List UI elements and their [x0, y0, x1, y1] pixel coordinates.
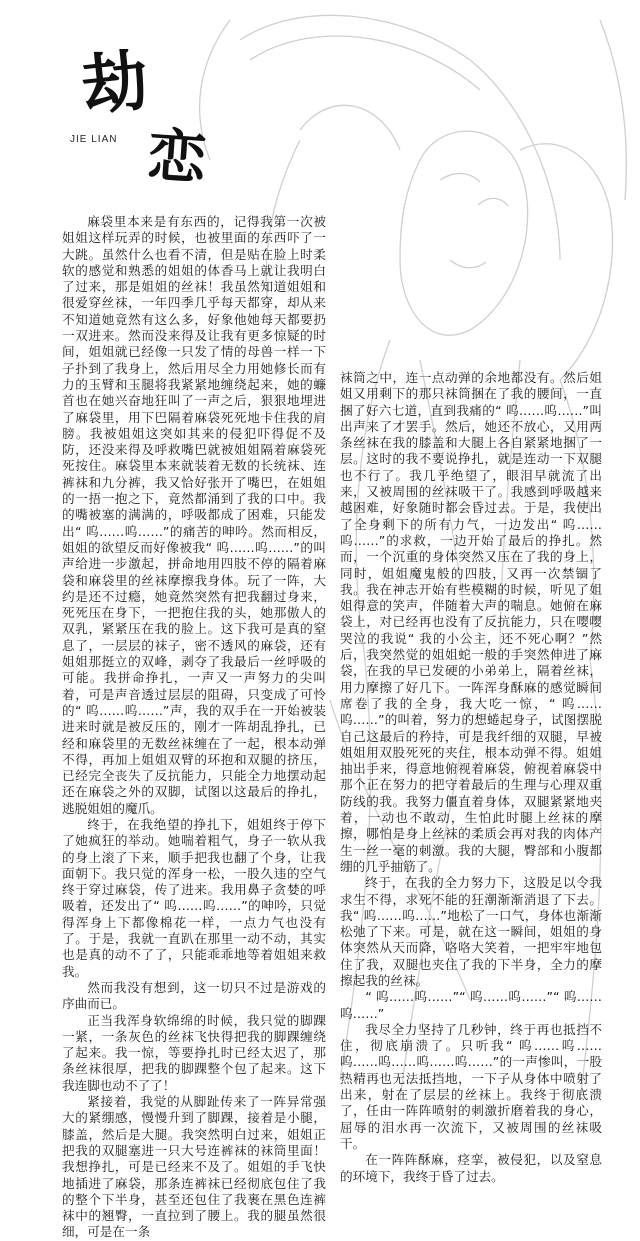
story-text-left-column: [62, 214, 326, 1241]
paragraph: 我尽全力坚持了几秒钟，终于再也抵挡不住，彻底崩溃了。只听我“ 呜……呜……呜……呜……呜……呜……”的一声惨叫，一股热精再也无法抵挡地，一下子从身体中喷射了出来，射在了层层的丝袜上。我终于彻底溃了，任由一阵阵喷射的刺激折磨着我的身心，屈辱的泪水再一次流下，又被周围的丝袜吸干。: [340, 1021, 602, 1151]
title-logo-char-jie: 劫: [78, 40, 152, 126]
paragraph: 在一阵阵酥麻，痉挛，被侵犯，以及窒息的环境下，我终于昏了过去。: [340, 1152, 602, 1184]
paragraph: 袜筒之中，连一点动弹的余地都没有。然后姐姐又用剩下的那只袜筒捆在了我的腰间，一直捆了好六七道，直到我痛的“ 呜……呜……”叫出声来了才罢手。然后，她还不放心，又用两条丝袜在我的膝盖和大腿上各自紧紧地捆了一层。这时的我不要说挣扎，就是连动一下双腿也不行了。我几乎绝望了，眼泪早就流了出来，又被周围的丝袜吸干了。我感到呼吸越来越困难，好象随时都会昏过去。于是，我使出了全身剩下的所有力气，一边发出“ 呜……呜……”的求救，一边开始了最后的挣扎。然而，一个沉重的身体突然又压在了我的身上，同时，姐姐魔鬼般的四肢，又再一次禁锢了我。我在神志开始有些模糊的时候，听见了姐姐得意的笑声，伴随着大声的喘息。她俯在麻袋上，对已经再也没有了反抗能力，只在嘤嘤哭泣的我说“ 我的小公主，还不死心啊？”然后，我突然觉的姐姐蛇一般的手突然伸进了麻袋，在我的早已发硬的小弟弟上，隔着丝袜，用力摩擦了好几下。一阵浑身酥麻的感觉瞬间席卷了我的全身，我大吃一惊，“ 呜……呜……”的叫着，努力的想蜷起身子，试图摆脱自己这最后的矜持，可是我纤细的双腿，早被姐姐用双股死死的夹住，根本动弹不得。姐姐抽出手来，得意地俯视着麻袋，俯视着麻袋中那个正在努力的把守着最后的生理与心理双重防线的我。我努力僵直着身体，双腿紧紧地夹着，一动也不敢动，生怕此时腿上丝袜的摩擦，哪怕是身上丝袜的柔质会再对我的肉体产生一丝一毫的刺激。我的大腿，臀部和小腹都绷的几乎抽筋了。: [340, 370, 602, 874]
paragraph: 终于，在我绝望的挣扎下，姐姐终于停下了她疯狂的举动。她喘着粗气，身子一软从我的身上滚了下来，顺手把我也翻了个身，让我面朝下。我只觉的浑身一松，一股久违的空气终于穿过麻袋，传了进来。我用鼻子贪婪的呼吸着，还发出了“ 呜……呜……”的呻吟，只觉得浑身上下都像棉花一样，一点力气也没有了。于是，我就一直趴在那里一动不动，其实也是真的动不了了，只能乖乖地等着姐姐来救我。: [62, 816, 326, 979]
story-text-right-column: [340, 370, 602, 1185]
paragraph: 紧接着，我觉的从脚趾传来了一阵异常强大的紧绷感，慢慢升到了脚踝，接着是小腿，膝盖，然后是大腿。我突然明白过来，姐姐正把我的双腿塞进一只大号连裤袜的袜筒里面！我想挣扎，可是已经来不及了。姐姐的手飞快地插进了麻袋，那条连裤袜已经彻底包住了我的整个下半身，甚至还包住了我裹在黑色连裤袜中的翘臀，一直拉到了腰上。我的腿虽然很细，可是在一条: [62, 1094, 326, 1240]
title-logo: [60, 40, 220, 200]
paragraph: 正当我浑身软绵绵的时候，我只觉的脚踝一紧，一条灰色的丝袜飞快得把我的脚踝缠绕了起来。我一惊，等要挣扎时已经太迟了，那条丝袜很厚，把我的脚踝整个包了起来。这下我连脚也动不了了！: [62, 1012, 326, 1093]
paragraph: 然而我没有想到，这一切只不过是游戏的序曲而已。: [62, 979, 326, 1012]
paragraph: “ 呜……呜……”“ 呜……呜……”“ 呜……呜……”: [340, 989, 602, 1021]
paragraph: 麻袋里本来是有东西的，记得我第一次被姐姐这样玩弄的时候，也被里面的东西吓了一大跳。虽然什么也看不清，但是贴在脸上时柔软的感觉和熟悉的姐姐的体香马上就让我明白了过来，那是姐姐的丝袜！我虽然知道姐姐和很爱穿丝袜，一年四季几乎每天都穿，却从来不知道她竟然有这么多，好象他她每天都要扔一双进来。然而没来得及让我有更多惊疑的时间，姐姐就已经像一只发了情的母兽一样一下子扑到了我身上，然后用尽全力用她修长而有力的玉臂和玉腿将我紧紧地缠绕起来，她的蠊首也在她兴奋地狂叫了一声之后，狠狠地埋进了麻袋里，用下巴隔着麻袋死死地卡住我的肩膀。我被姐姐这突如其来的侵犯吓得促不及防，还没来得及呼救嘴巴就被姐姐隔着麻袋死死按住。麻袋里本来就装着无数的长统袜、连裤袜和九分裤，我又恰好张开了嘴巴，在姐姐的一捂一抱之下，竟然都涌到了我的口中。我的嘴被塞的满满的，呼吸都成了困难，只能发出“ 呜……呜……”的痛苦的呻吟。然而相反，姐姐的欲望反而好像被我“ 呜……呜……”的叫声给进一步激起，拼命地用四肢不停的隔着麻袋和麻袋里的丝袜摩擦我身体。玩了一阵，大约是还不过瘾，她竟然突然有把我翻过身来，死死压在身下，一把抱住我的头，她那傲人的双乳，紧紧压在我的脸上。这下我可是真的窒息了，一层层的袜子，密不透风的麻袋，还有姐姐那挺立的双峰，剥夺了我最后一丝呼吸的可能。我拼命挣扎，一声又一声努力的尖叫着，可是声音透过层层的阻碍，只变成了可怜的“ 呜……呜……”声，我的双手在一开始被装进来时就是被反压的，刚才一阵胡乱挣扎，已经和麻袋里的无数丝袜缠在了一起，根本动弹不得，再加上姐姐双臂的环抱和双腿的挤压，已经完全丧失了反抗能力，只能全力地摆动起还在麻袋之外的双脚，试图以这最后的挣扎，逃脱姐姐的魔爪。: [62, 214, 326, 816]
paragraph: 终于，在我的全力努力下，这股足以令我求生不得，求死不能的狂潮渐渐消退了下去。我“ 呜……呜……”地松了一口气，身体也渐渐松弛了下来。可是，就在这一瞬间，姐姐的身体突然从天而降，咯咯大笑着，一把牢牢地包住了我，双腿也夹住了我的下半身，全力的摩擦起我的丝袜。: [340, 875, 602, 988]
title-logo-char-lian: 恋: [145, 121, 209, 193]
title-logo-pinyin: JIE LIAN: [70, 134, 118, 145]
